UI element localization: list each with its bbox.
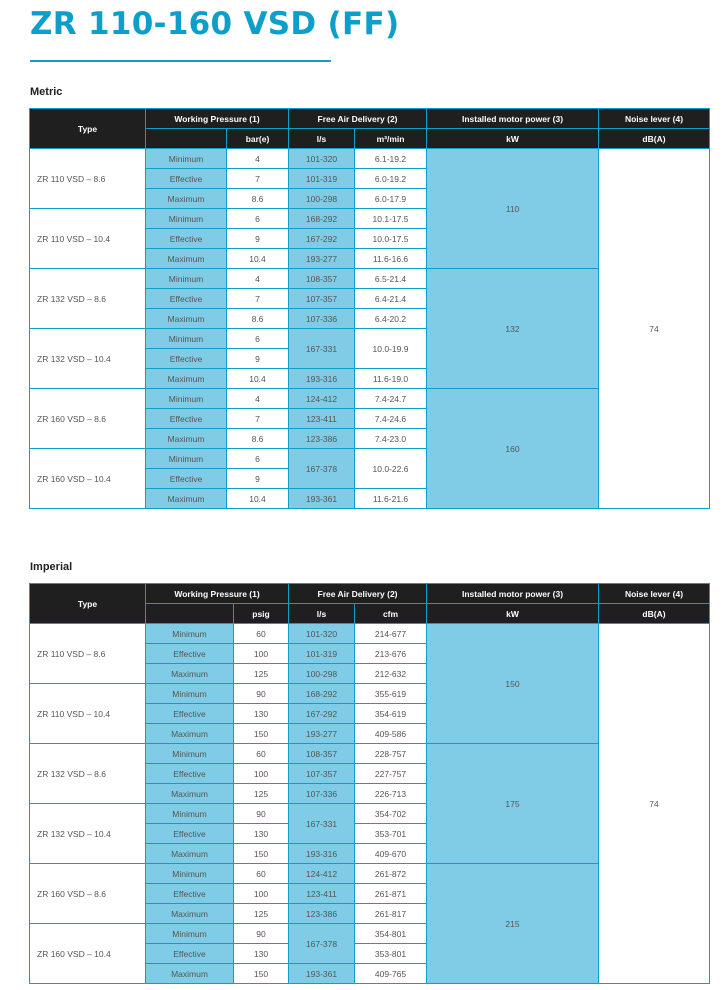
pressure-value: 90: [234, 924, 289, 944]
motor-power-value: 110: [427, 149, 599, 269]
pressure-level: Maximum: [146, 369, 227, 389]
fad-flow-value: 353-701: [355, 824, 427, 844]
header-level-blank: [146, 129, 227, 149]
fad-flow-value: 11.6-16.6: [355, 249, 427, 269]
header-unit-noise: dB(A): [599, 604, 710, 624]
fad-flow-value: 11.6-19.0: [355, 369, 427, 389]
pressure-level: Maximum: [146, 429, 227, 449]
pressure-level: Maximum: [146, 844, 234, 864]
pressure-level: Minimum: [146, 744, 234, 764]
header-unit-pressure: bar(e): [227, 129, 289, 149]
header-unit-flow: m³/min: [355, 129, 427, 149]
pressure-value: 9: [227, 229, 289, 249]
pressure-value: 7: [227, 289, 289, 309]
pressure-value: 9: [227, 469, 289, 489]
motor-power-value: 150: [427, 624, 599, 744]
fad-ls-value: 193-277: [289, 249, 355, 269]
pressure-value: 10.4: [227, 369, 289, 389]
pressure-level: Minimum: [146, 269, 227, 289]
header-installed-motor-power: Installed motor power (3): [427, 584, 599, 604]
fad-flow-value: 7.4-24.6: [355, 409, 427, 429]
fad-ls-value: 124-412: [289, 864, 355, 884]
pressure-value: 130: [234, 704, 289, 724]
header-unit-pressure: psig: [234, 604, 289, 624]
pressure-value: 125: [234, 664, 289, 684]
fad-flow-value: 409-586: [355, 724, 427, 744]
fad-ls-value: 168-292: [289, 209, 355, 229]
pressure-value: 6: [227, 449, 289, 469]
pressure-level: Effective: [146, 764, 234, 784]
fad-ls-value: 123-386: [289, 429, 355, 449]
fad-flow-value: 10.0-19.9: [355, 329, 427, 369]
fad-ls-value: 100-298: [289, 189, 355, 209]
fad-ls-value: 123-386: [289, 904, 355, 924]
pressure-value: 100: [234, 884, 289, 904]
pressure-level: Minimum: [146, 684, 234, 704]
fad-flow-value: 226-713: [355, 784, 427, 804]
header-noise-level: Noise lever (4): [599, 109, 710, 129]
header-working-pressure: Working Pressure (1): [146, 109, 289, 129]
pressure-level: Minimum: [146, 329, 227, 349]
header-type: Type: [30, 584, 146, 624]
pressure-level: Effective: [146, 289, 227, 309]
pressure-value: 60: [234, 744, 289, 764]
fad-ls-value: 101-320: [289, 624, 355, 644]
header-unit-flow: cfm: [355, 604, 427, 624]
pressure-value: 90: [234, 684, 289, 704]
pressure-level: Minimum: [146, 389, 227, 409]
pressure-level: Minimum: [146, 209, 227, 229]
pressure-value: 6: [227, 329, 289, 349]
model-type: ZR 132 VSD – 8.6: [30, 269, 146, 329]
fad-flow-value: 355-619: [355, 684, 427, 704]
fad-flow-value: 6.5-21.4: [355, 269, 427, 289]
fad-flow-value: 227-757: [355, 764, 427, 784]
header-unit-ls: l/s: [289, 129, 355, 149]
pressure-value: 100: [234, 764, 289, 784]
pressure-value: 150: [234, 844, 289, 864]
pressure-value: 125: [234, 904, 289, 924]
pressure-level: Maximum: [146, 664, 234, 684]
header-unit-power: kW: [427, 604, 599, 624]
pressure-value: 10.4: [227, 249, 289, 269]
fad-flow-value: 354-619: [355, 704, 427, 724]
pressure-value: 60: [234, 624, 289, 644]
pressure-level: Minimum: [146, 149, 227, 169]
fad-flow-value: 261-817: [355, 904, 427, 924]
imperial-spec-table: [29, 583, 710, 984]
fad-flow-value: 7.4-23.0: [355, 429, 427, 449]
fad-flow-value: 10.0-17.5: [355, 229, 427, 249]
metric-spec-table: [29, 108, 710, 509]
fad-flow-value: 6.0-19.2: [355, 169, 427, 189]
fad-ls-value: 101-320: [289, 149, 355, 169]
model-type: ZR 132 VSD – 8.6: [30, 744, 146, 804]
fad-flow-value: 213-676: [355, 644, 427, 664]
fad-ls-value: 101-319: [289, 169, 355, 189]
fad-ls-value: 167-378: [289, 924, 355, 964]
motor-power-value: 132: [427, 269, 599, 389]
header-type: Type: [30, 109, 146, 149]
fad-flow-value: 409-765: [355, 964, 427, 984]
fad-ls-value: 108-357: [289, 744, 355, 764]
pressure-value: 90: [234, 804, 289, 824]
motor-power-value: 160: [427, 389, 599, 509]
model-type: ZR 132 VSD – 10.4: [30, 329, 146, 389]
fad-flow-value: 6.0-17.9: [355, 189, 427, 209]
fad-ls-value: 108-357: [289, 269, 355, 289]
title-underline: [30, 60, 331, 62]
noise-level-value: 74: [599, 149, 710, 509]
fad-ls-value: 167-292: [289, 229, 355, 249]
model-type: ZR 132 VSD – 10.4: [30, 804, 146, 864]
fad-flow-value: 6.4-21.4: [355, 289, 427, 309]
fad-flow-value: 261-871: [355, 884, 427, 904]
fad-ls-value: 193-316: [289, 369, 355, 389]
model-type: ZR 110 VSD – 8.6: [30, 149, 146, 209]
fad-flow-value: 409-670: [355, 844, 427, 864]
pressure-level: Maximum: [146, 249, 227, 269]
header-working-pressure: Working Pressure (1): [146, 584, 289, 604]
header-unit-noise: dB(A): [599, 129, 710, 149]
header-installed-motor-power: Installed motor power (3): [427, 109, 599, 129]
fad-ls-value: 167-378: [289, 449, 355, 489]
pressure-level: Effective: [146, 229, 227, 249]
fad-ls-value: 123-411: [289, 884, 355, 904]
header-unit-ls: l/s: [289, 604, 355, 624]
pressure-level: Minimum: [146, 864, 234, 884]
model-type: ZR 110 VSD – 10.4: [30, 684, 146, 744]
pressure-level: Effective: [146, 644, 234, 664]
pressure-level: Maximum: [146, 964, 234, 984]
fad-ls-value: 107-336: [289, 309, 355, 329]
fad-flow-value: 11.6-21.6: [355, 489, 427, 509]
noise-level-value: 74: [599, 624, 710, 984]
fad-ls-value: 101-319: [289, 644, 355, 664]
fad-ls-value: 193-316: [289, 844, 355, 864]
fad-ls-value: 167-331: [289, 329, 355, 369]
fad-flow-value: 10.0-22.6: [355, 449, 427, 489]
section-label-metric: Metric: [30, 86, 63, 98]
model-type: ZR 110 VSD – 8.6: [30, 624, 146, 684]
model-type: ZR 160 VSD – 10.4: [30, 924, 146, 984]
pressure-value: 8.6: [227, 189, 289, 209]
fad-ls-value: 193-277: [289, 724, 355, 744]
pressure-value: 10.4: [227, 489, 289, 509]
model-type: ZR 160 VSD – 8.6: [30, 389, 146, 449]
pressure-level: Maximum: [146, 189, 227, 209]
fad-flow-value: 261-872: [355, 864, 427, 884]
pressure-value: 8.6: [227, 309, 289, 329]
header-free-air-delivery: Free Air Delivery (2): [289, 584, 427, 604]
fad-ls-value: 193-361: [289, 489, 355, 509]
fad-ls-value: 100-298: [289, 664, 355, 684]
pressure-value: 7: [227, 169, 289, 189]
fad-flow-value: 10.1-17.5: [355, 209, 427, 229]
fad-ls-value: 123-411: [289, 409, 355, 429]
pressure-level: Effective: [146, 169, 227, 189]
motor-power-value: 175: [427, 744, 599, 864]
pressure-value: 9: [227, 349, 289, 369]
pressure-level: Maximum: [146, 309, 227, 329]
fad-ls-value: 107-357: [289, 289, 355, 309]
pressure-level: Effective: [146, 704, 234, 724]
header-unit-power: kW: [427, 129, 599, 149]
pressure-value: 125: [234, 784, 289, 804]
pressure-value: 4: [227, 269, 289, 289]
pressure-level: Effective: [146, 944, 234, 964]
table-row: [30, 624, 710, 644]
model-type: ZR 110 VSD – 10.4: [30, 209, 146, 269]
pressure-level: Effective: [146, 409, 227, 429]
pressure-value: 4: [227, 389, 289, 409]
page-title: ZR 110-160 VSD (FF): [30, 6, 400, 42]
header-free-air-delivery: Free Air Delivery (2): [289, 109, 427, 129]
pressure-level: Maximum: [146, 784, 234, 804]
table-row: [30, 149, 710, 169]
pressure-value: 130: [234, 944, 289, 964]
pressure-level: Minimum: [146, 624, 234, 644]
fad-ls-value: 193-361: [289, 964, 355, 984]
fad-ls-value: 168-292: [289, 684, 355, 704]
pressure-value: 100: [234, 644, 289, 664]
pressure-value: 60: [234, 864, 289, 884]
fad-flow-value: 228-757: [355, 744, 427, 764]
pressure-level: Maximum: [146, 904, 234, 924]
fad-ls-value: 107-336: [289, 784, 355, 804]
pressure-value: 150: [234, 964, 289, 984]
pressure-value: 8.6: [227, 429, 289, 449]
fad-ls-value: 167-331: [289, 804, 355, 844]
model-type: ZR 160 VSD – 8.6: [30, 864, 146, 924]
fad-ls-value: 107-357: [289, 764, 355, 784]
pressure-level: Minimum: [146, 449, 227, 469]
pressure-level: Effective: [146, 824, 234, 844]
fad-ls-value: 167-292: [289, 704, 355, 724]
pressure-value: 130: [234, 824, 289, 844]
fad-flow-value: 6.1-19.2: [355, 149, 427, 169]
pressure-value: 7: [227, 409, 289, 429]
fad-flow-value: 7.4-24.7: [355, 389, 427, 409]
fad-ls-value: 124-412: [289, 389, 355, 409]
fad-flow-value: 214-677: [355, 624, 427, 644]
pressure-level: Minimum: [146, 804, 234, 824]
fad-flow-value: 353-801: [355, 944, 427, 964]
header-noise-level: Noise lever (4): [599, 584, 710, 604]
pressure-value: 4: [227, 149, 289, 169]
pressure-level: Effective: [146, 349, 227, 369]
motor-power-value: 215: [427, 864, 599, 984]
pressure-level: Maximum: [146, 489, 227, 509]
pressure-value: 150: [234, 724, 289, 744]
pressure-level: Maximum: [146, 724, 234, 744]
model-type: ZR 160 VSD – 10.4: [30, 449, 146, 509]
header-level-blank: [146, 604, 234, 624]
fad-flow-value: 354-801: [355, 924, 427, 944]
pressure-level: Effective: [146, 884, 234, 904]
pressure-level: Effective: [146, 469, 227, 489]
fad-flow-value: 212-632: [355, 664, 427, 684]
section-label-imperial: Imperial: [30, 561, 73, 573]
pressure-value: 6: [227, 209, 289, 229]
fad-flow-value: 354-702: [355, 804, 427, 824]
fad-flow-value: 6.4-20.2: [355, 309, 427, 329]
pressure-level: Minimum: [146, 924, 234, 944]
